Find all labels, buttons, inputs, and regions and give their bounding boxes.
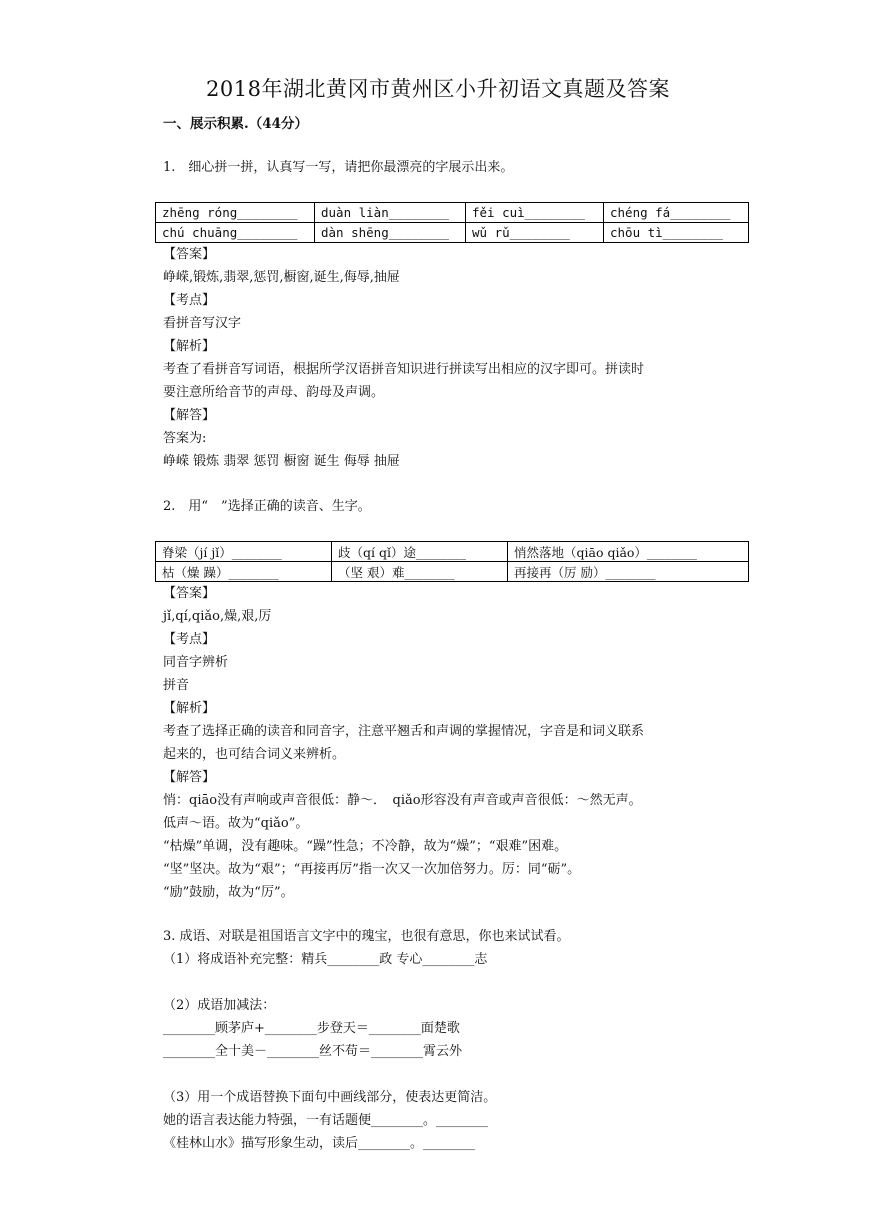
table-cell: chōu tì________ <box>604 223 749 243</box>
table-cell: duàn liàn________ <box>315 203 466 223</box>
q3-part1: （1）将成语补充完整：精兵________政 专心________志 <box>163 952 488 967</box>
answer-label: 【答案】 <box>163 586 216 601</box>
table-cell: 再接再（厉 励）________ <box>508 562 749 582</box>
analysis-line: 起来的，也可结合词义来辨析。 <box>163 747 346 762</box>
solution-line: “枯燥”单调，没有趣味。“躁”性急；不冷静，故为“燥”；“艰难”困难。 <box>163 839 568 854</box>
solution-line: 答案为: <box>163 431 207 446</box>
q3-part2-line: ________顾茅庐+________步登天＝________面楚歌 <box>163 1021 460 1036</box>
table-cell: 枯（燥 躁）________ <box>156 562 332 582</box>
table-cell: （坚 艰）难________ <box>332 562 508 582</box>
analysis-label: 【解析】 <box>163 701 216 716</box>
document-title: 2018年湖北黄冈市黄州区小升初语文真题及答案 <box>206 77 670 101</box>
point-label: 【考点】 <box>163 293 216 308</box>
table-row <box>156 203 749 223</box>
table-row <box>156 223 749 243</box>
table-cell: fěi cuì________ <box>466 203 604 223</box>
analysis-line: 考查了看拼音写词语，根据所学汉语拼音知识进行拼读写出相应的汉字即可。拼读时 <box>163 362 645 377</box>
table-cell: dàn shēng________ <box>315 223 466 243</box>
table-cell: zhēng róng________ <box>156 203 315 223</box>
q2-prompt: 2. 用“ ”选择正确的读音、生字。 <box>163 499 371 514</box>
solution-line: “励”鼓励，故为“厉”。 <box>163 885 294 900</box>
analysis-line: 考查了选择正确的读音和同音字，注意平翘舌和声调的掌握情况，字音是和词义联系 <box>163 724 645 739</box>
answer-text: jǐ,qí,qiǎo,燥,艰,厉 <box>163 609 272 624</box>
answer-label: 【答案】 <box>163 247 216 262</box>
q3-part2-line: ________全十美－________丝不苟＝________霄云外 <box>163 1044 463 1059</box>
table-cell: wǔ rǔ________ <box>466 223 604 243</box>
q2-choice-table <box>155 541 749 582</box>
solution-line: 峥嵘 锻炼 翡翠 惩罚 橱窗 诞生 侮辱 抽屉 <box>163 454 400 469</box>
analysis-label: 【解析】 <box>163 339 216 354</box>
q1-prompt: 1. 细心拼一拼，认真写一写，请把你最漂亮的字展示出来。 <box>163 160 514 175</box>
solution-label: 【解答】 <box>163 408 216 423</box>
table-cell: 歧（qí qǐ）途________ <box>332 542 508 562</box>
table-cell: 悄然落地（qiāo qiǎo）________ <box>508 542 749 562</box>
point-text: 看拼音写汉字 <box>163 316 242 331</box>
table-row <box>156 562 749 582</box>
section-heading: 一、展示积累.（44分） <box>163 116 308 132</box>
analysis-line: 要注意所给音节的声母、韵母及声调。 <box>163 385 385 400</box>
q3-part3-line: 《桂林山水》描写形象生动，读后________。________ <box>163 1136 476 1151</box>
table-cell: chú chuāng________ <box>156 223 315 243</box>
q3-part2-title: （2）成语加减法： <box>163 998 276 1013</box>
point-text: 同音字辨析 <box>163 655 229 670</box>
q3-part3-title: （3）用一个成语替换下面句中画线部分，使表达更简洁。 <box>163 1090 497 1105</box>
q1-pinyin-table <box>155 202 749 243</box>
solution-line: 悄：qiāo没有声响或声音很低：静～． qiǎo形容没有声音或声音很低：～然无声。 <box>163 793 642 808</box>
solution-line: 低声～语。故为“qiǎo”。 <box>163 816 309 831</box>
point-label: 【考点】 <box>163 632 216 647</box>
table-cell: 脊梁（jí jǐ）________ <box>156 542 332 562</box>
solution-line: “坚”坚决。故为“艰”；“再接再厉”指一次又一次加倍努力。厉：同“砺”。 <box>163 862 581 877</box>
answer-text: 峥嵘,锻炼,翡翠,惩罚,橱窗,诞生,侮辱,抽屉 <box>163 270 400 285</box>
point-text: 拼音 <box>163 678 190 693</box>
q3-prompt: 3. 成语、对联是祖国语言文字中的瑰宝，也很有意思，你也来试试看。 <box>163 929 570 944</box>
q3-part3-line: 她的语言表达能力特强，一有话题便________。________ <box>163 1113 489 1128</box>
solution-label: 【解答】 <box>163 770 216 785</box>
table-cell: chéng fá________ <box>604 203 749 223</box>
table-row <box>156 542 749 562</box>
